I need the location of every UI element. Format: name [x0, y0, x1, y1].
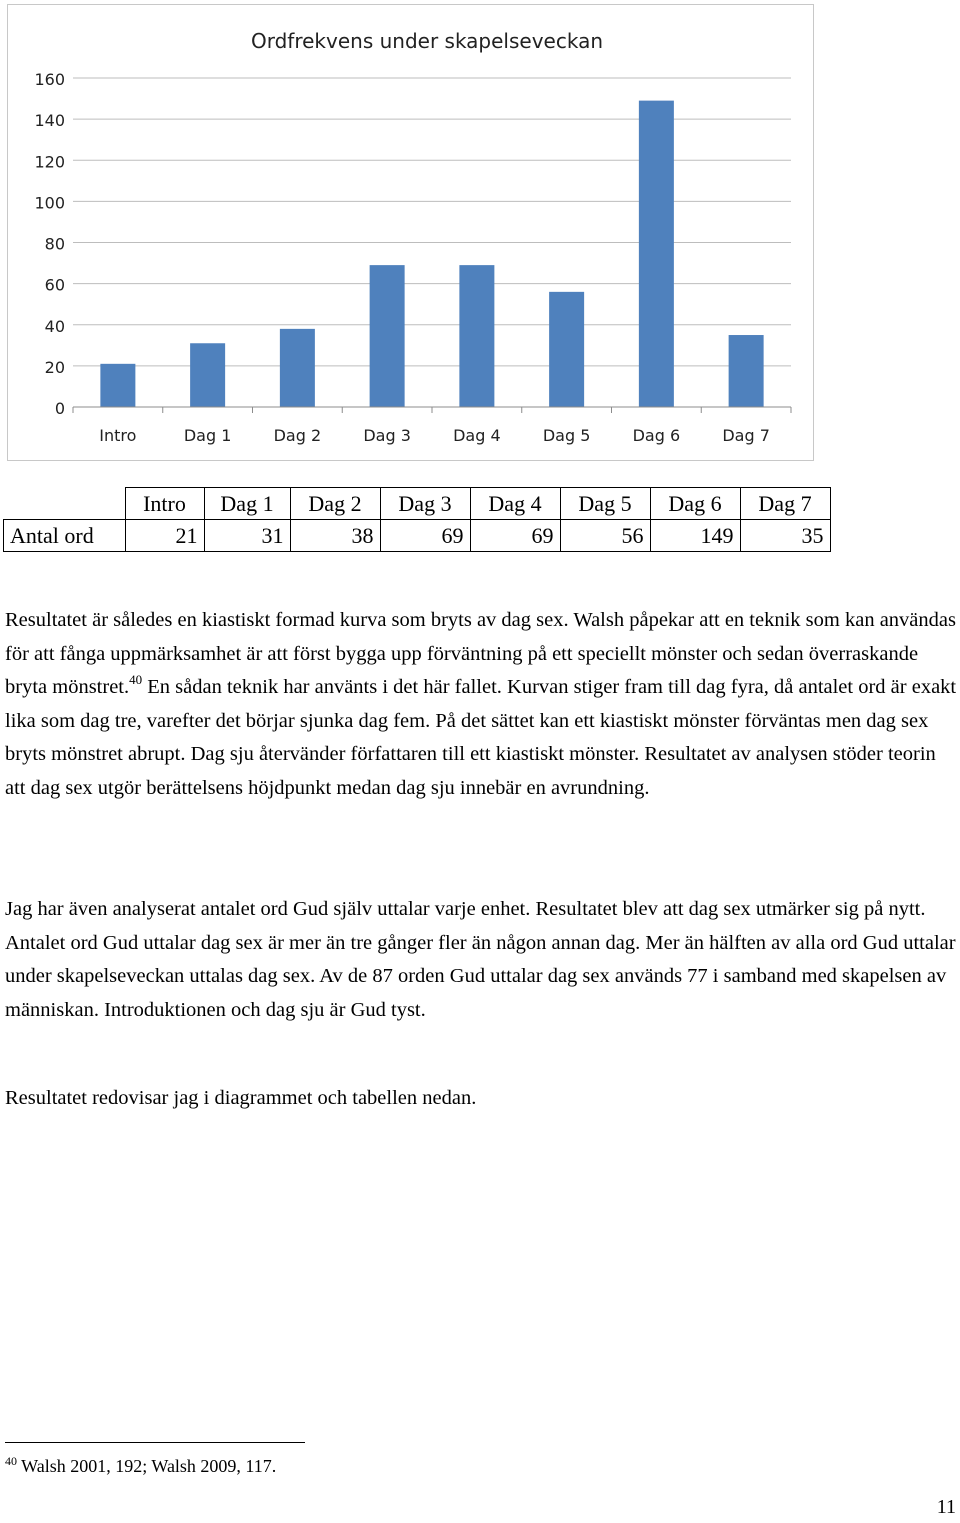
- chart-frame: [7, 4, 814, 461]
- page-number: 11: [936, 1496, 956, 1518]
- footnote-separator: [5, 1442, 305, 1443]
- y-tick-label: 80: [44, 234, 65, 254]
- table-cell: 31: [204, 520, 290, 552]
- x-tick-label: Dag 5: [542, 426, 591, 445]
- x-tick-label: Dag 6: [632, 426, 681, 445]
- table-cell: 21: [125, 520, 204, 552]
- x-tick-label: Dag 2: [273, 426, 322, 445]
- bar: [549, 292, 584, 407]
- y-tick-label: 20: [44, 357, 65, 377]
- y-tick-label: 160: [34, 70, 65, 89]
- table-cell: 149: [650, 520, 740, 552]
- table-cell: 69: [470, 520, 560, 552]
- table-header-cell: Dag 5: [560, 488, 650, 520]
- table-cell: 69: [380, 520, 470, 552]
- body-paragraph-1: [5, 604, 960, 805]
- bar: [100, 364, 135, 407]
- body-paragraph-2: Jag har även analyserat antalet ord Gud själv uttalar varje enhet. Resultatet blev att dag sex utmärker sig på nytt. Antalet ord Gud uttalar dag sex är mer än tre gånger fler än någon annan dag. Mer än hälften av alla ord Gud uttalar under skapelseveckan uttalas dag sex. Av de 87 orden Gud uttalar dag sex används 77 i samband med skapelsen av människan. Introduktionen och dag sju är Gud tyst.: [5, 898, 956, 1021]
- table-header-cell: Dag 4: [470, 488, 560, 520]
- table-header-cell: Dag 7: [740, 488, 830, 520]
- y-tick-label: 0: [54, 399, 65, 418]
- footnote-text: Walsh 2001, 192; Walsh 2009, 117.: [17, 1456, 277, 1476]
- y-tick-label: 60: [44, 275, 65, 295]
- table-row-label: Antal ord: [4, 520, 126, 552]
- table-row: [4, 520, 831, 552]
- footnote-number: 40: [5, 1454, 17, 1468]
- table-header-cell: Intro: [125, 488, 204, 520]
- table-header-row: [4, 488, 831, 520]
- word-count-table: [3, 487, 831, 552]
- bar: [370, 265, 405, 407]
- x-tick-label: Dag 7: [722, 426, 770, 445]
- y-tick-label: 40: [44, 316, 65, 336]
- table-cell: 35: [740, 520, 830, 552]
- table-cell: 56: [560, 520, 650, 552]
- y-tick-label: 100: [34, 193, 65, 213]
- table-corner-cell: [4, 488, 126, 520]
- bar: [280, 329, 315, 407]
- body-paragraph-3: Resultatet redovisar jag i diagrammet och tabellen nedan.: [5, 1087, 477, 1109]
- paragraph-text: Resultatet är således en kiastiskt formad kurva som bryts av dag sex. Walsh påpekar att en teknik som kan användas för att fånga uppmärksamhet är att först bygga upp förväntning på ett speciellt mönster och sedan överraskande bryta mönstret.: [5, 609, 956, 698]
- bar: [639, 101, 674, 407]
- x-tick-label: Dag 1: [183, 426, 232, 445]
- y-tick-label: 120: [34, 152, 65, 172]
- table-header-cell: Dag 3: [380, 488, 470, 520]
- table-header-cell: Dag 2: [290, 488, 380, 520]
- paragraph-text: En sådan teknik har använts i det här fallet. Kurvan stiger fram till dag fyra, då antalet ord är exakt lika som dag tre, varefter det börjar sjunka dag fem. På det sättet kan ett kiastiskt mönster förväntas men dag sex bryts mönstret abrupt. Dag sju återvänder författaren till ett kiastiskt mönster. Resultatet av analysen stöder teorin att dag sex utgör berättelsens höjdpunkt medan dag sju innebär en avrundning.: [5, 676, 957, 799]
- table-cell: 38: [290, 520, 380, 552]
- bar-chart: [8, 5, 813, 460]
- x-tick-label: Dag 4: [453, 426, 501, 445]
- y-tick-label: 140: [34, 111, 65, 131]
- table-header-cell: Dag 1: [204, 488, 290, 520]
- bar: [190, 343, 225, 407]
- x-tick-label: Dag 3: [363, 426, 411, 445]
- table-header-cell: Dag 6: [650, 488, 740, 520]
- footnote: [5, 1456, 276, 1477]
- chart-title: Ordfrekvens under skapelseveckan: [250, 29, 604, 53]
- bar: [729, 335, 764, 407]
- footnote-reference: 40: [129, 672, 143, 687]
- x-tick-label: Intro: [99, 426, 137, 445]
- bar: [459, 265, 494, 407]
